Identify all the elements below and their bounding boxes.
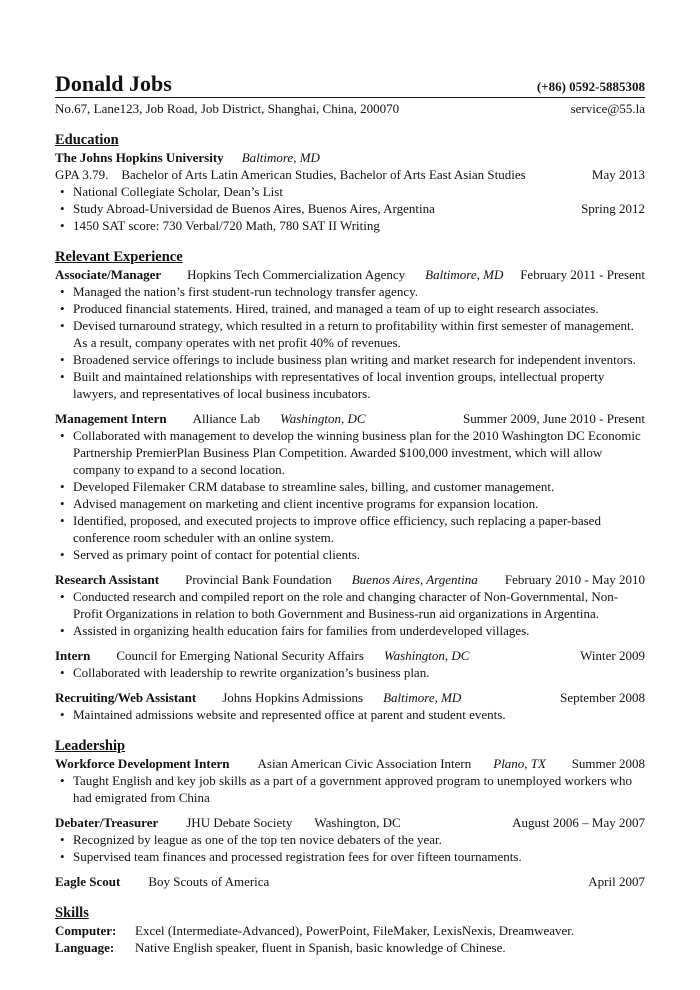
phone-number: (+86) 0592-5885308 — [536, 79, 645, 94]
list-item: • Recognized by league as one of the top ten novice debaters of the year. — [73, 831, 645, 848]
entry-date: Winter 2009 — [580, 648, 645, 663]
entry-location: Washington, DC — [280, 411, 366, 426]
entry — [55, 873, 645, 890]
section-title-leadership: Leadership — [55, 738, 126, 754]
entry-org: Alliance Lab — [192, 411, 261, 426]
entry-header — [55, 647, 645, 664]
entry — [55, 755, 645, 806]
entry-org: Johns Hopkins Admissions — [222, 690, 364, 705]
entry-location: Buenos Aires, Argentina — [351, 572, 478, 587]
entry-bullets — [55, 831, 645, 865]
entry-header — [55, 410, 645, 427]
entry-bullets — [55, 706, 645, 723]
entry — [55, 814, 645, 865]
entry-date: February 2011 - Present — [520, 267, 645, 282]
list-item: • Served as primary point of contact for potential clients. — [73, 546, 645, 563]
education-bullets — [55, 183, 645, 234]
education-header — [55, 149, 645, 166]
entry-location: Washington, DC — [314, 815, 401, 830]
school-location: Baltimore, MD — [241, 150, 320, 165]
entry-header — [55, 571, 645, 588]
entry-location: Baltimore, MD — [383, 690, 462, 705]
school-name: The Johns Hopkins University — [55, 150, 224, 165]
entry-role: Research Assistant — [55, 572, 160, 587]
entry-role: Management Intern — [55, 411, 167, 426]
experience-list — [55, 266, 645, 723]
entry-date: Summer 2008 — [571, 756, 645, 771]
entry-header — [55, 873, 645, 890]
list-item: • Collaborated with management to develop the winning business plan for the 2010 Washington DC Economic Partnership PremierPlan Business Plan Competition. Awarded $100,000 investment, which will allow company to expand to a second location. — [73, 427, 645, 478]
section-title-experience: Relevant Experience — [55, 249, 183, 265]
education-entry — [55, 149, 645, 234]
header — [55, 72, 645, 98]
entry-role: Eagle Scout — [55, 874, 121, 889]
entry-date: September 2008 — [560, 690, 645, 705]
entry-role: Recruiting/Web Assistant — [55, 690, 197, 705]
entry-bullets — [55, 664, 645, 681]
entry-org: JHU Debate Society — [186, 815, 293, 830]
entry-date: February 2010 - May 2010 — [504, 572, 645, 587]
skill-row-language: Language: Native English speaker, fluent in Spanish, basic knowledge of Chinese. — [55, 940, 506, 955]
gpa-degree: GPA 3.79. Bachelor of Arts Latin American Studies, Bachelor of Arts East Asian Studies — [55, 167, 526, 182]
entry-header — [55, 814, 645, 831]
list-item: • Maintained admissions website and represented office at parent and student events. — [73, 706, 645, 723]
list-item: • Conducted research and compiled report on the role and changing character of Non-Governmental, Non-Profit Organizations in relation to both Government and Business-run aid organizations in Argentina. — [73, 588, 645, 622]
skill-row-computer: Computer: Excel (Intermediate-Advanced), PowerPoint, FileMaker, LexisNexis, Dreamweaver. — [55, 923, 575, 938]
entry-location: Plano, TX — [493, 756, 546, 771]
resume-page — [55, 72, 645, 956]
entry-date: April 2007 — [588, 874, 645, 889]
candidate-name: Donald Jobs — [55, 71, 172, 96]
entry-bullets — [55, 588, 645, 639]
list-item: • Assisted in organizing health education fairs for families from underdeveloped villages. — [73, 622, 645, 639]
list-item: • Built and maintained relationships with representatives of local invention groups, intellectual property lawyers, and representatives of local business incubators. — [73, 368, 645, 402]
entry — [55, 647, 645, 681]
entry-header — [55, 266, 645, 283]
list-item: • National Collegiate Scholar, Dean’s List — [73, 183, 645, 200]
entry-role: Associate/Manager — [55, 267, 162, 282]
list-item: • Managed the nation’s first student-run technology transfer agency. — [73, 283, 645, 300]
entry-org: Boy Scouts of America — [148, 874, 270, 889]
contact-row — [55, 100, 645, 117]
entry-location: Baltimore, MD — [425, 267, 504, 282]
list-item: • Devised turnaround strategy, which resulted in a return to profitability within first semester of management. As a result, company operates with net profit 40% of revenues. — [73, 317, 645, 351]
entry-org: Hopkins Tech Commercialization Agency — [187, 267, 406, 282]
email: service@55.la — [570, 101, 645, 116]
degree-row — [55, 166, 645, 183]
entry — [55, 689, 645, 723]
entry-role: Workforce Development Intern — [55, 756, 230, 771]
list-item: • Advised management on marketing and client incentive programs for expansion location. — [73, 495, 645, 512]
entry — [55, 410, 645, 563]
list-item: • Taught English and key job skills as a part of a government approved program to unemployed workers who had emigrated from China — [73, 772, 645, 806]
address: No.67, Lane123, Job Road, Job District, Shanghai, China, 200070 — [55, 101, 400, 116]
leadership-list — [55, 755, 645, 890]
entry-bullets — [55, 283, 645, 402]
section-title-education: Education — [55, 132, 119, 148]
list-item: • Broadened service offerings to include business plan writing and market research for independent inventors. — [73, 351, 645, 368]
entry-date: Summer 2009, June 2010 - Present — [463, 411, 645, 426]
list-item: • Developed Filemaker CRM database to streamline sales, billing, and customer management. — [73, 478, 645, 495]
degree-date: May 2013 — [591, 167, 645, 182]
entry-header — [55, 689, 645, 706]
entry-role: Debater/Treasurer — [55, 815, 159, 830]
list-item: • Supervised team finances and processed registration fees for over fifteen tournaments. — [73, 848, 645, 865]
section-title-skills: Skills — [55, 905, 89, 921]
entry-bullets — [55, 427, 645, 563]
entry-org: Asian American Civic Association Intern — [257, 756, 472, 771]
list-item: • 1450 SAT score: 730 Verbal/720 Math, 780 SAT II Writing — [73, 217, 645, 234]
skills-list — [55, 922, 645, 956]
list-item: • Study Abroad-Universidad de Buenos Aires, Buenos Aires, Argentina Spring 2012 — [73, 200, 645, 217]
entry-location: Washington, DC — [383, 648, 470, 663]
entry-date: August 2006 – May 2007 — [512, 815, 645, 830]
entry-org: Provincial Bank Foundation — [185, 572, 332, 587]
list-item: • Produced financial statements. Hired, trained, and managed a team of up to eight research associates. — [73, 300, 645, 317]
entry — [55, 571, 645, 639]
entry-header — [55, 755, 645, 772]
list-item: • Collaborated with leadership to rewrite organization’s business plan. — [73, 664, 645, 681]
entry-bullets — [55, 772, 645, 806]
entry-org: Council for Emerging National Security Affairs — [116, 648, 364, 663]
list-item: • Identified, proposed, and executed projects to improve office efficiency, such replacing a paper-based conference room scheduler with an online system. — [73, 512, 645, 546]
entry — [55, 266, 645, 402]
entry-role: Intern — [55, 648, 91, 663]
